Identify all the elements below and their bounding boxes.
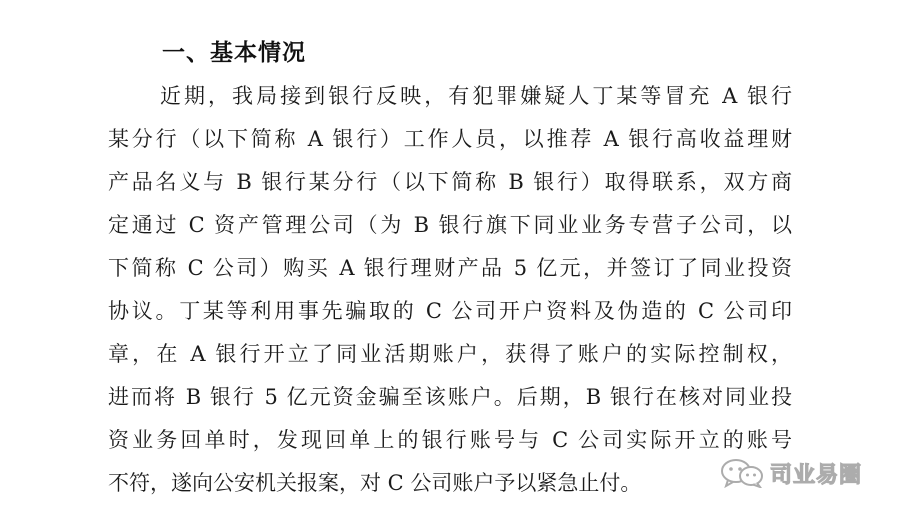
paragraph-line: 产品名义与 B 银行某分行（以下简称 B 银行）取得联系，双方商: [108, 170, 792, 194]
paragraph-line: 某分行（以下简称 A 银行）工作人员，以推荐 A 银行高收益理财: [108, 127, 792, 151]
section-heading: 一、基本情况: [162, 40, 306, 66]
watermark-text: 司业易圈: [770, 462, 863, 488]
paragraph-line: 进而将 B 银行 5 亿元资金骗至该账户。后期，B 银行在核对同业投: [108, 385, 792, 409]
paragraph-line: 下简称 C 公司）购买 A 银行理财产品 5 亿元，并签订了同业投资: [108, 256, 792, 280]
paragraph-line: 近期，我局接到银行反映，有犯罪嫌疑人丁某等冒充 A 银行: [160, 84, 792, 108]
watermark: [720, 456, 862, 490]
paragraph-line: 章，在 A 银行开立了同业活期账户，获得了账户的实际控制权，: [108, 342, 792, 366]
wechat-logo-icon: [720, 458, 764, 488]
paragraph-line: 资业务回单时，发现回单上的银行账号与 C 公司实际开立的账号: [108, 428, 792, 452]
paragraph-line: 定通过 C 资产管理公司（为 B 银行旗下同业业务专营子公司，以: [108, 213, 792, 237]
paragraph-line: 协议。丁某等利用事先骗取的 C 公司开户资料及伪造的 C 公司印: [108, 299, 792, 323]
paragraph-line: 不符，遂向公安机关报案，对 C 公司账户予以紧急止付。: [108, 471, 642, 495]
